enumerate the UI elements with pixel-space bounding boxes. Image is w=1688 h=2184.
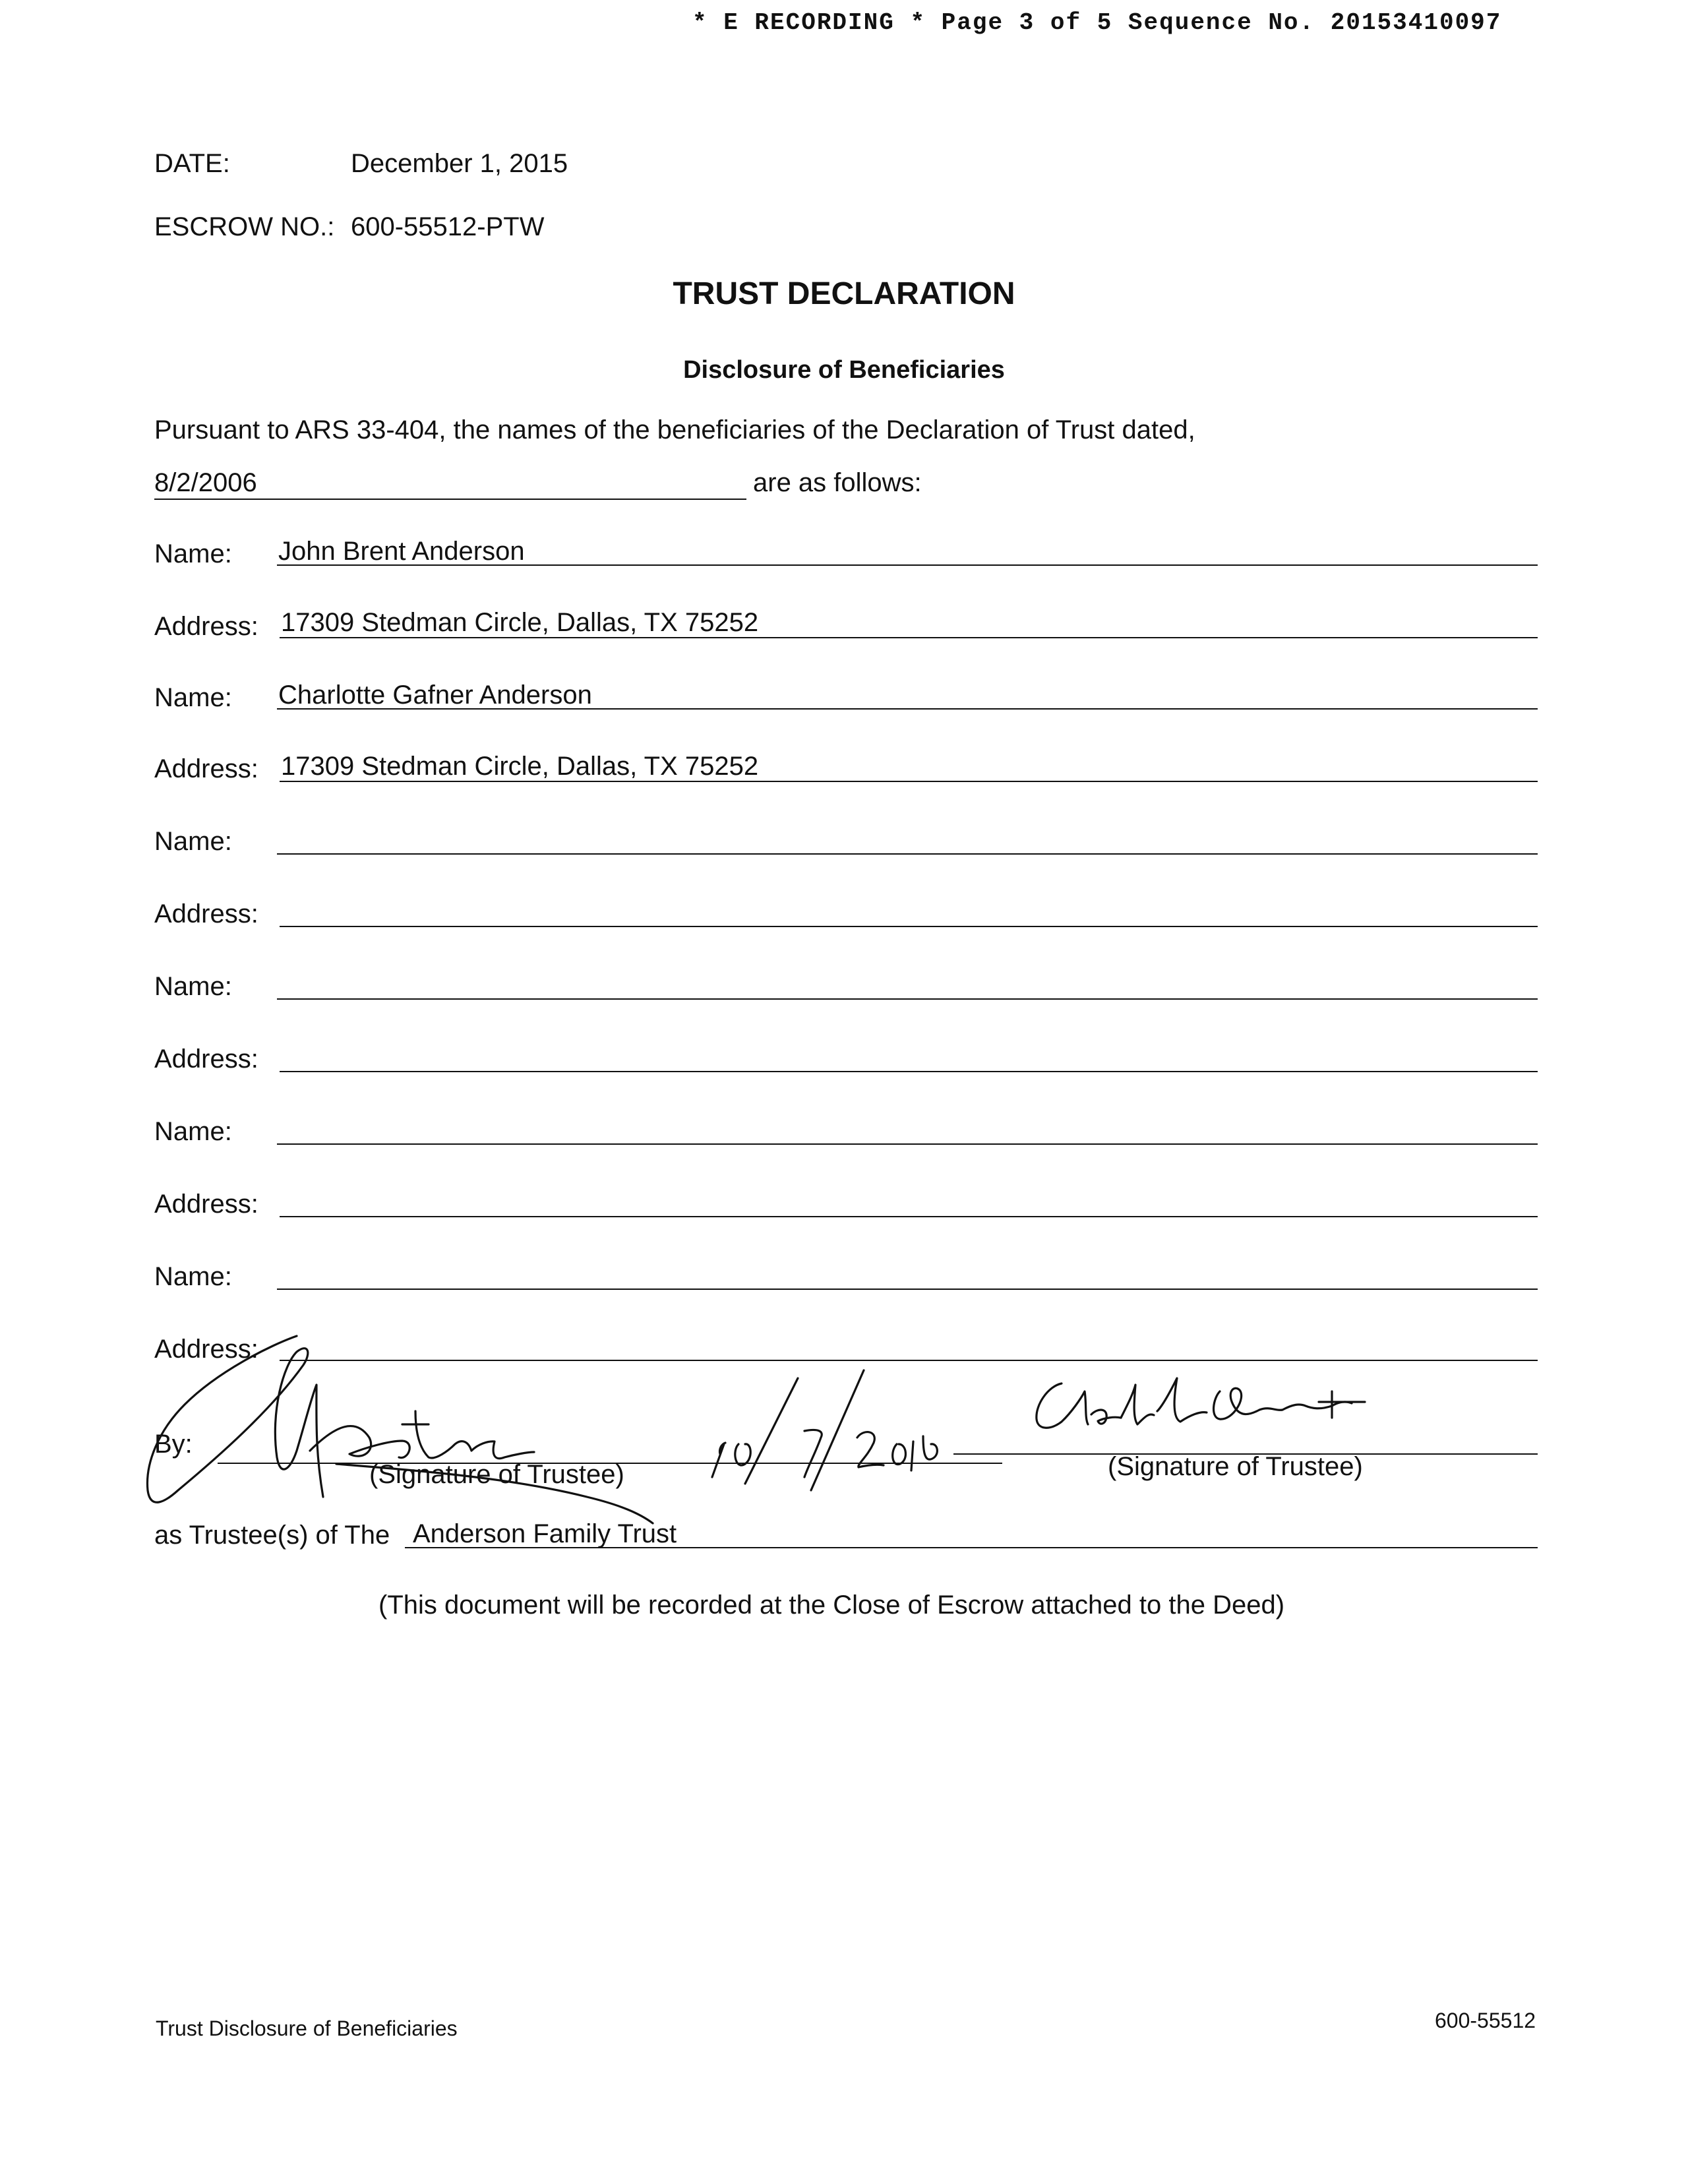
page-title: TRUST DECLARATION [673, 276, 1015, 311]
address-field-line [280, 637, 1538, 638]
intro-paragraph: Pursuant to ARS 33-404, the names of the beneficiaries of the Declaration of Trust dated, [154, 415, 1195, 444]
address-label: Address: [154, 754, 258, 783]
name-label: Name: [154, 827, 232, 856]
recording-note: (This document will be recorded at the Close of Escrow attached to the Deed) [378, 1591, 1285, 1620]
address-field-line [280, 926, 1538, 927]
trustee-2-caption: (Signature of Trustee) [1108, 1452, 1363, 1481]
are-as-follows-text: are as follows: [753, 468, 922, 497]
escrow-value: 600-55512-PTW [351, 212, 545, 241]
name-label: Name: [154, 539, 232, 568]
handwritten-date [706, 1365, 943, 1497]
name-field-line [277, 1143, 1538, 1145]
trust-date-line [154, 499, 746, 500]
trustee-1-signature [138, 1325, 798, 1543]
name-field-line [277, 1289, 1538, 1290]
footer-escrow-number: 600-55512 [1435, 2009, 1536, 2032]
name-label: Name: [154, 972, 232, 1001]
trustee-2-signature [1022, 1372, 1391, 1444]
address-label: Address: [154, 1190, 258, 1219]
name-field-line [277, 853, 1538, 855]
by-label: By: [154, 1430, 193, 1459]
beneficiary-address: 17309 Stedman Circle, Dallas, TX 75252 [281, 752, 759, 781]
name-label: Name: [154, 683, 232, 712]
address-label: Address: [154, 1335, 258, 1364]
trustee-1-caption: (Signature of Trustee) [369, 1460, 624, 1489]
address-label: Address: [154, 1045, 258, 1074]
date-label: DATE: [154, 149, 230, 178]
trust-name: Anderson Family Trust [413, 1519, 677, 1548]
address-field-line [280, 1071, 1538, 1072]
name-field-line [277, 998, 1538, 1000]
recording-stamp: * E RECORDING * Page 3 of 5 Sequence No. 20153410097 [692, 9, 1502, 36]
beneficiary-name: Charlotte Gafner Anderson [278, 681, 592, 710]
trustee-of-label: as Trustee(s) of The [154, 1521, 390, 1550]
name-field-line [277, 564, 1538, 566]
address-label: Address: [154, 899, 258, 928]
trust-name-line [405, 1547, 1538, 1548]
address-field-line [280, 1216, 1538, 1217]
name-label: Name: [154, 1117, 232, 1146]
beneficiary-name: John Brent Anderson [278, 537, 525, 566]
address-field-line [280, 781, 1538, 782]
footer-title: Trust Disclosure of Beneficiaries [156, 2017, 458, 2040]
address-label: Address: [154, 612, 258, 641]
name-field-line [277, 708, 1538, 710]
trust-date-value: 8/2/2006 [154, 468, 257, 497]
date-value: December 1, 2015 [351, 149, 568, 178]
page-subtitle: Disclosure of Beneficiaries [683, 356, 1005, 384]
beneficiary-address: 17309 Stedman Circle, Dallas, TX 75252 [281, 608, 759, 637]
name-label: Name: [154, 1262, 232, 1291]
escrow-label: ESCROW NO.: [154, 212, 335, 241]
